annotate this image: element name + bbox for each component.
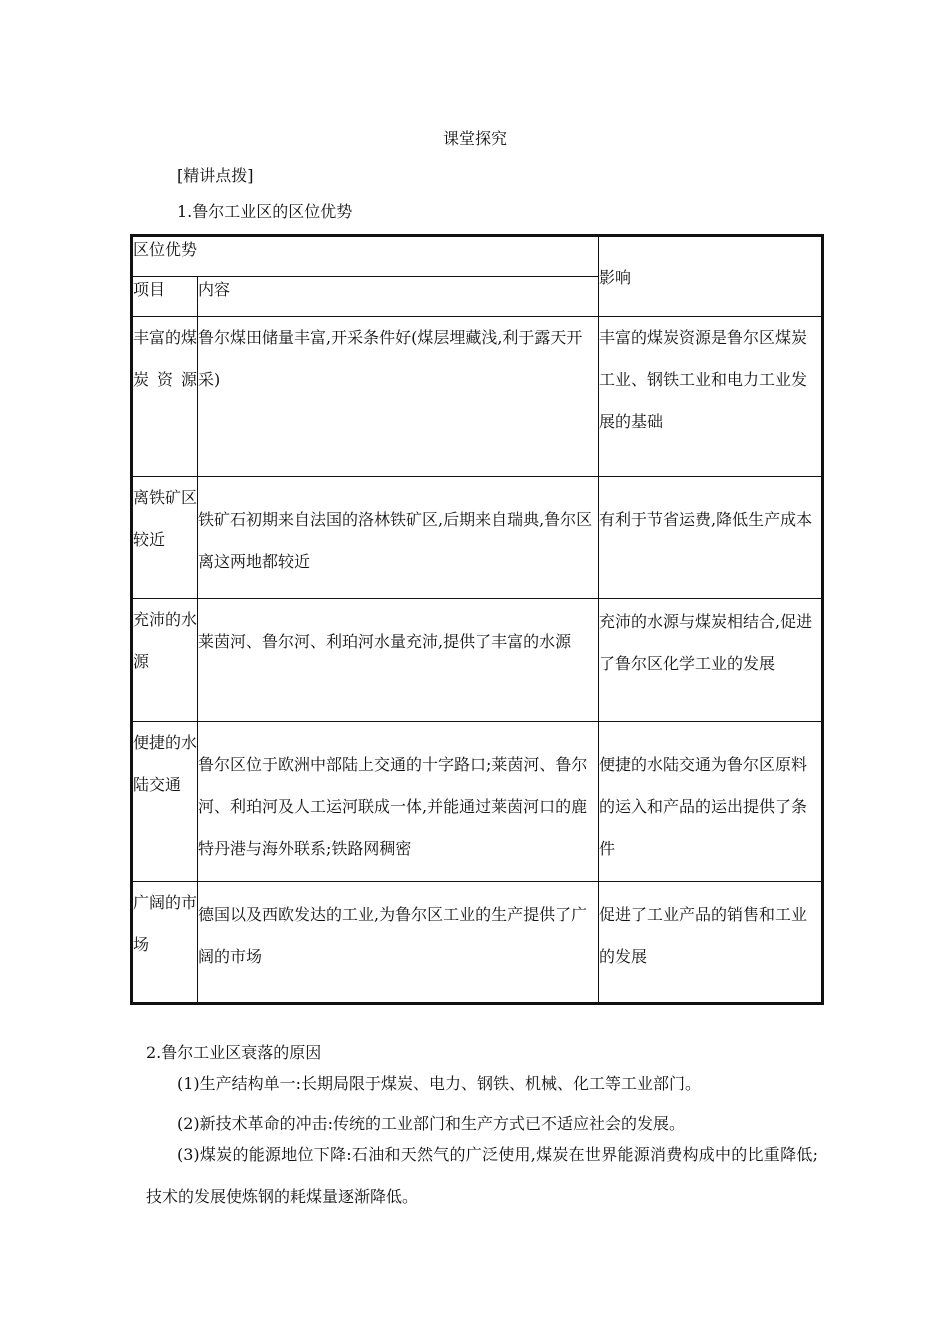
page-title: 课堂探究 <box>442 129 507 148</box>
row-effect: 便捷的水陆交通为鲁尔区原料的运入和产品的运出提供了条件 <box>599 722 823 882</box>
row-content: 铁矿石初期来自法国的洛林铁矿区,后期来自瑞典,鲁尔区离这两地都较近 <box>198 477 599 599</box>
table-row <box>132 882 823 1004</box>
heading-decline-reasons: 2.鲁尔工业区衰落的原因 <box>146 1043 322 1062</box>
header-location-advantage: 区位优势 <box>132 236 599 277</box>
row-effect: 充沛的水源与煤炭相结合,促进了鲁尔区化学工业的发展 <box>599 599 823 722</box>
row-item: 离铁矿区较近 <box>132 477 198 599</box>
row-item: 便捷的水陆交通 <box>132 722 198 882</box>
table-row <box>132 477 823 599</box>
table-row <box>132 599 823 722</box>
header-content: 内容 <box>198 277 599 317</box>
row-content: 莱茵河、鲁尔河、利珀河水量充沛,提供了丰富的水源 <box>198 599 599 722</box>
header-effect: 影响 <box>599 236 823 317</box>
reason-item: (2)新技术革命的冲击:传统的工业部门和生产方式已不适应社会的发展。 <box>177 1114 686 1133</box>
row-content: 鲁尔区位于欧洲中部陆上交通的十字路口;莱茵河、鲁尔河、利珀河及人工运河联成一体,并能通过莱茵河口的鹿特丹港与海外联系;铁路网稠密 <box>198 722 599 882</box>
section-tag: [精讲点拨] <box>177 166 254 185</box>
heading-location-advantages: 1.鲁尔工业区的区位优势 <box>177 202 353 221</box>
row-effect: 丰富的煤炭资源是鲁尔区煤炭工业、钢铁工业和电力工业发展的基础 <box>599 317 823 477</box>
row-item: 广阔的市场 <box>132 882 198 1004</box>
header-item: 项目 <box>132 277 198 317</box>
row-item: 充沛的水源 <box>132 599 198 722</box>
row-effect: 促进了工业产品的销售和工业的发展 <box>599 882 823 1004</box>
location-advantage-table <box>130 234 824 1005</box>
row-item: 丰富的煤炭资源 <box>132 317 198 477</box>
table-row <box>132 722 823 882</box>
table-row <box>132 317 823 477</box>
row-content: 德国以及西欧发达的工业,为鲁尔区工业的生产提供了广阔的市场 <box>198 882 599 1004</box>
row-effect: 有利于节省运费,降低生产成本 <box>599 477 823 599</box>
reason-item: (3)煤炭的能源地位下降:石油和天然气的广泛使用,煤炭在世界能源消费构成中的比重降低;技术的发展使炼钢的耗煤量逐渐降低。 <box>146 1145 818 1206</box>
reason-item: (1)生产结构单一:长期局限于煤炭、电力、钢铁、机械、化工等工业部门。 <box>177 1074 702 1093</box>
row-content: 鲁尔煤田储量丰富,开采条件好(煤层埋藏浅,利于露天开采) <box>198 317 599 477</box>
